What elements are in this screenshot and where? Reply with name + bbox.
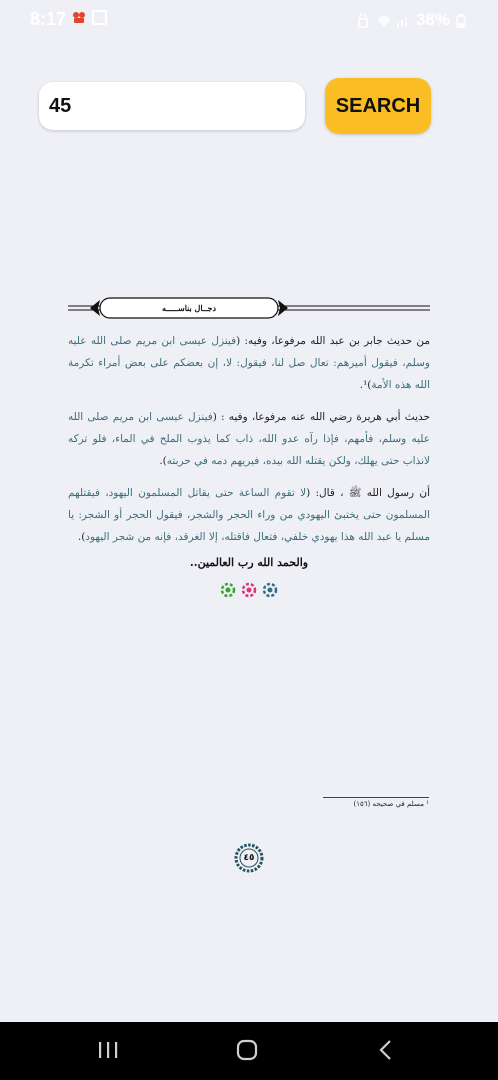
paragraph-intro: أن رسول الله ﷺ ، قال: ( [306,487,430,499]
gallery-icon [92,10,107,25]
search-input[interactable] [39,82,305,130]
search-button[interactable]: SEARCH [325,78,431,134]
paragraph-quote: لا تقوم الساعة حتى يقاتل المسلمون اليهود، فيقتلهم المسلمون حتى يختبئ اليهودي من وراء الحجر والشجر، فيقول الحجر أو الشجر: يا مسلم يا عبد الله هذا يهودي خلفي، فتعال فاقتله، إلا الغرقد، فإنه من شجر اليهود [68,487,430,543]
recent-apps-icon[interactable] [88,1036,128,1066]
status-bar [0,0,498,38]
decorative-flowers [68,581,430,603]
status-left-icons [72,10,107,25]
paragraph-quote: فينزل عيسى ابن مريم صلى الله عليه وسلم، فيقول أميرهم: تعال صل لنا، فيقول: لا، إن بعضكم على بعض أمراء تكرمة الله هذه الأمة [68,335,430,391]
paragraph-quote: فينزل عيسى ابن مريم صلى الله عليه وسلم، فأمهم، فإذا رآه عدو الله، ذاب كما يذوب الملح في الماء، فلو تركه لانذاب حتى يهلك، ولكن يقتله الله بيده، فيريهم دمه في حربته [68,411,430,467]
footnote: ¹ مسلم في صحيحه (١٥٦) [353,800,429,808]
paragraph-outro: ). [159,455,167,467]
wifi-icon [376,13,390,27]
flower-icon [261,581,279,603]
closing-line: والحمد الله رب العالمين.. [189,556,309,569]
back-icon[interactable] [366,1036,406,1066]
paragraph-outro: )¹. [359,379,372,391]
page-number: ٤٥ [243,853,255,863]
navigation-bar [0,1022,498,1080]
home-icon[interactable] [227,1036,267,1066]
chapter-title: دجــال بناســـــه [161,303,217,313]
notification-app-icon [72,10,86,24]
battery-icon [456,13,470,27]
flower-icon [240,581,258,603]
chapter-header-ornament [68,296,430,320]
hadith-paragraph-3 [68,482,430,548]
footnote-divider [323,797,429,798]
status-right-icons [356,10,470,30]
signal-icon [396,13,410,27]
battery-percent: 38% [415,10,450,29]
status-time: 8:17 [30,9,67,29]
paragraph-intro: من حديث جابر بن عبد الله مرفوعا، وفيه: ( [236,335,431,347]
paragraph-intro: حديث أبي هريرة رضي الله عنه مرفوعا، وفيه : ( [212,411,431,423]
hadith-paragraph-1 [68,330,430,396]
flower-icon [219,581,237,603]
page-number-badge [234,843,264,873]
hadith-paragraph-2 [68,406,430,472]
alarm-icon [356,13,370,27]
book-page [68,296,430,603]
paragraph-outro: ). [77,531,86,543]
